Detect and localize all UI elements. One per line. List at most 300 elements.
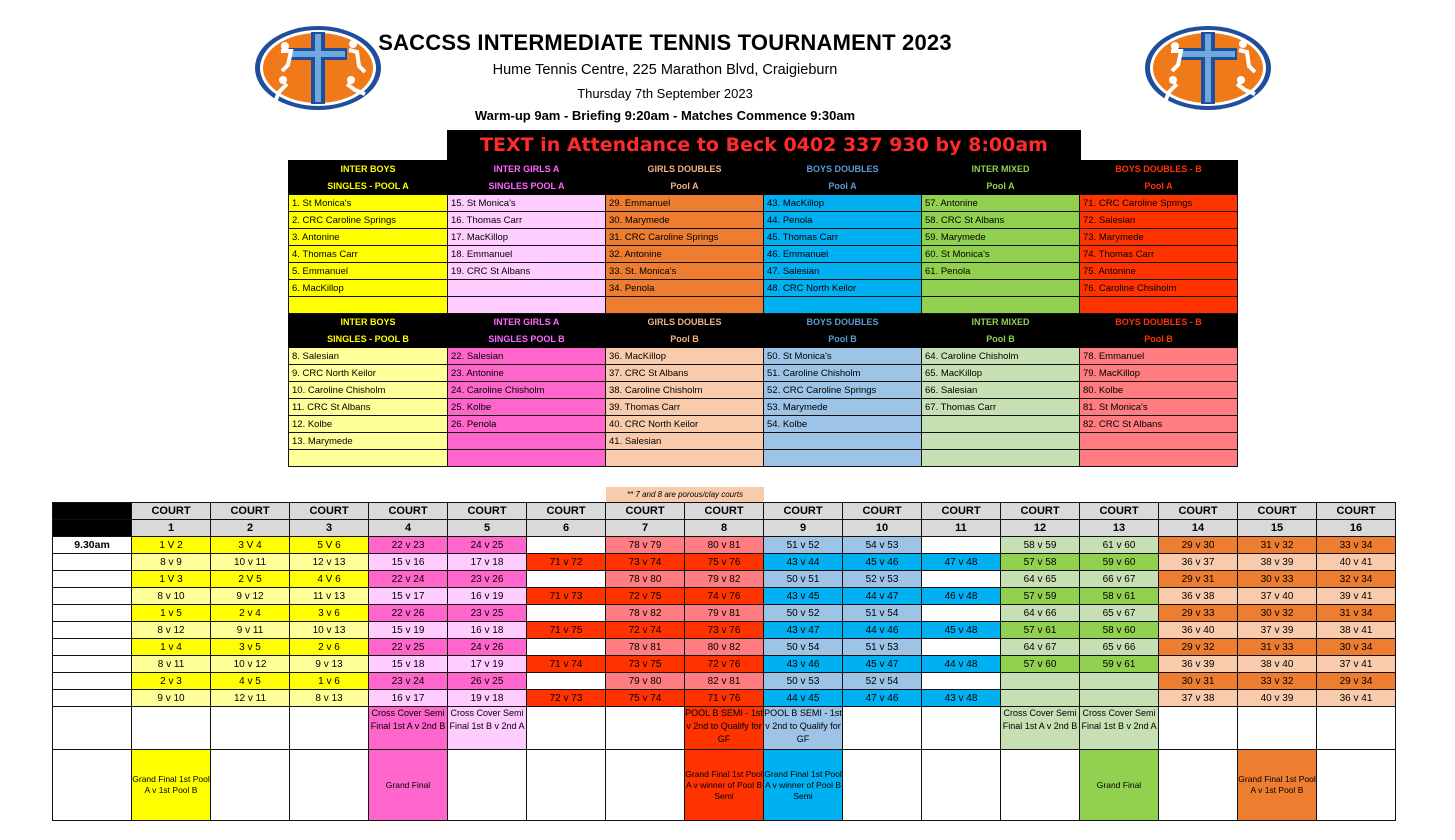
semi-final-cell: [843, 707, 922, 750]
match-cell: 79 v 81: [685, 605, 764, 622]
match-cell: 12 v 13: [290, 554, 369, 571]
match-cell: 8 v 9: [132, 554, 211, 571]
court-label: COURT: [764, 503, 843, 520]
pool-header-cell: SINGLES POOL A: [448, 178, 606, 195]
match-cell: 40 v 41: [1317, 554, 1396, 571]
match-cell: 66 v 67: [1080, 571, 1159, 588]
match-cell: 9 v 13: [290, 656, 369, 673]
match-cell: 45 v 48: [922, 622, 1001, 639]
match-cell: 78 v 79: [606, 537, 685, 554]
match-cell: [922, 571, 1001, 588]
pool-team-cell: 5. Emmanuel: [289, 263, 448, 280]
match-cell: 24 v 25: [448, 537, 527, 554]
pool-team-cell: 80. Kolbe: [1080, 382, 1238, 399]
match-cell: 4 V 6: [290, 571, 369, 588]
match-cell: 23 v 26: [448, 571, 527, 588]
pool-team-cell: 64. Caroline Chisholm: [922, 348, 1080, 365]
match-cell: 71 v 73: [527, 588, 606, 605]
match-cell: 2 V 5: [211, 571, 290, 588]
court-label: COURT: [211, 503, 290, 520]
pool-team-cell: 46. Emmanuel: [764, 246, 922, 263]
pool-row: [289, 450, 1238, 467]
pool-team-cell: 52. CRC Caroline Springs: [764, 382, 922, 399]
match-cell: 57 v 61: [1001, 622, 1080, 639]
match-cell: 75 v 76: [685, 554, 764, 571]
match-cell: 72 v 73: [527, 690, 606, 707]
pool-team-cell: 10. Caroline Chisholm: [289, 382, 448, 399]
pool-team-cell: 12. Kolbe: [289, 416, 448, 433]
pool-team-cell: 59. Marymede: [922, 229, 1080, 246]
pool-team-cell: 81. St Monica's: [1080, 399, 1238, 416]
pool-team-cell: 57. Antonine: [922, 195, 1080, 212]
match-row: [53, 673, 1396, 690]
corner-cell: [53, 520, 132, 537]
pool-team-cell: 32. Antonine: [606, 246, 764, 263]
pool-team-cell: 40. CRC North Keilor: [606, 416, 764, 433]
match-cell: 71 v 76: [685, 690, 764, 707]
match-cell: 29 v 32: [1159, 639, 1238, 656]
match-cell: 5 V 6: [290, 537, 369, 554]
pool-header-cell: INTER GIRLS A: [448, 161, 606, 178]
grand-final-cell: [843, 750, 922, 821]
court-number: 12: [1001, 520, 1080, 537]
match-row: [53, 622, 1396, 639]
grand-final-cell: Grand Final: [1080, 750, 1159, 821]
semi-final-cell: [922, 707, 1001, 750]
semi-final-cell: [211, 707, 290, 750]
match-cell: 37 v 41: [1317, 656, 1396, 673]
match-cell: 59 v 60: [1080, 554, 1159, 571]
pool-row: [289, 348, 1238, 365]
grand-final-cell: [1001, 750, 1080, 821]
pool-team-cell: 29. Emmanuel: [606, 195, 764, 212]
pool-team-cell: 23. Antonine: [448, 365, 606, 382]
pool-header-cell: Pool B: [922, 331, 1080, 348]
court-number: 4: [369, 520, 448, 537]
match-cell: 10 v 11: [211, 554, 290, 571]
match-cell: 31 v 32: [1238, 537, 1317, 554]
pool-team-cell: 47. Salesian: [764, 263, 922, 280]
pool-team-cell: [922, 297, 1080, 314]
pool-row: [289, 195, 1238, 212]
match-cell: 46 v 48: [922, 588, 1001, 605]
court-label: COURT: [685, 503, 764, 520]
court-label: COURT: [606, 503, 685, 520]
court-label: COURT: [1159, 503, 1238, 520]
court-label: COURT: [1238, 503, 1317, 520]
semi-final-cell: Cross Cover Semi Final 1st A v 2nd B: [369, 707, 448, 750]
match-cell: 11 v 13: [290, 588, 369, 605]
match-cell: 17 v 18: [448, 554, 527, 571]
match-cell: 36 v 37: [1159, 554, 1238, 571]
grand-final-cell: [606, 750, 685, 821]
grand-final-cell: [922, 750, 1001, 821]
match-cell: 8 v 11: [132, 656, 211, 673]
match-cell: 43 v 48: [922, 690, 1001, 707]
match-cell: [527, 605, 606, 622]
pool-team-cell: [289, 450, 448, 467]
pool-team-cell: 79. MacKillop: [1080, 365, 1238, 382]
grand-final-cell: [527, 750, 606, 821]
court-label: COURT: [843, 503, 922, 520]
pool-row: [289, 365, 1238, 382]
start-time: 9.30am: [53, 537, 132, 554]
pool-team-cell: 48. CRC North Keilor: [764, 280, 922, 297]
match-cell: [922, 673, 1001, 690]
pool-row: [289, 229, 1238, 246]
time-cell: [53, 707, 132, 750]
pool-header-cell: SINGLES - POOL A: [289, 178, 448, 195]
match-cell: 57 v 60: [1001, 656, 1080, 673]
pool-team-cell: [1080, 433, 1238, 450]
pool-header-cell: Pool B: [606, 331, 764, 348]
pool-team-cell: 61. Penola: [922, 263, 1080, 280]
semi-final-cell: [1317, 707, 1396, 750]
pool-row: [289, 280, 1238, 297]
court-schedule-table: [52, 502, 1396, 821]
match-cell: 12 v 11: [211, 690, 290, 707]
grand-final-cell: [1317, 750, 1396, 821]
court-label: COURT: [922, 503, 1001, 520]
pool-team-cell: 25. Kolbe: [448, 399, 606, 416]
match-cell: 52 v 53: [843, 571, 922, 588]
match-cell: 50 v 52: [764, 605, 843, 622]
corner-cell: [53, 503, 132, 520]
court-number: 10: [843, 520, 922, 537]
pools-table: [288, 160, 1238, 467]
pool-header-cell: Pool B: [764, 331, 922, 348]
pool-header-cell: BOYS DOUBLES: [764, 161, 922, 178]
match-cell: 29 v 30: [1159, 537, 1238, 554]
match-row: [53, 605, 1396, 622]
match-cell: 1 V 3: [132, 571, 211, 588]
match-cell: 51 v 53: [843, 639, 922, 656]
court-label: COURT: [369, 503, 448, 520]
pool-team-cell: 73. Marymede: [1080, 229, 1238, 246]
pool-team-cell: 67. Thomas Carr: [922, 399, 1080, 416]
match-cell: 79 v 80: [606, 673, 685, 690]
match-cell: 47 v 48: [922, 554, 1001, 571]
match-cell: 23 v 25: [448, 605, 527, 622]
match-cell: 2 v 3: [132, 673, 211, 690]
match-cell: 73 v 76: [685, 622, 764, 639]
match-cell: 72 v 75: [606, 588, 685, 605]
match-cell: 73 v 75: [606, 656, 685, 673]
match-cell: 40 v 39: [1238, 690, 1317, 707]
pool-team-cell: 26. Penola: [448, 416, 606, 433]
match-cell: 80 v 81: [685, 537, 764, 554]
time-cell: [53, 750, 132, 821]
match-cell: 72 v 74: [606, 622, 685, 639]
pool-team-cell: 24. Caroline Chisholm: [448, 382, 606, 399]
match-cell: 9 v 10: [132, 690, 211, 707]
pool-header-cell: Pool A: [764, 178, 922, 195]
match-cell: 50 v 53: [764, 673, 843, 690]
match-cell: 22 v 24: [369, 571, 448, 588]
match-cell: 57 v 59: [1001, 588, 1080, 605]
match-cell: 1 v 5: [132, 605, 211, 622]
grand-final-cell: [211, 750, 290, 821]
match-cell: 1 v 6: [290, 673, 369, 690]
pool-header-cell: BOYS DOUBLES - B: [1080, 161, 1238, 178]
pool-team-cell: [448, 433, 606, 450]
match-cell: 16 v 19: [448, 588, 527, 605]
pool-team-cell: 17. MacKillop: [448, 229, 606, 246]
pool-team-cell: 22. Salesian: [448, 348, 606, 365]
pool-team-cell: 60. St Monica's: [922, 246, 1080, 263]
match-cell: 8 v 12: [132, 622, 211, 639]
pool-team-cell: 45. Thomas Carr: [764, 229, 922, 246]
pool-team-cell: 1. St Monica's: [289, 195, 448, 212]
pool-header-row: [289, 161, 1238, 178]
match-cell: 43 v 46: [764, 656, 843, 673]
pool-team-cell: [1080, 450, 1238, 467]
match-cell: [1080, 673, 1159, 690]
pool-team-cell: 74. Thomas Carr: [1080, 246, 1238, 263]
match-cell: 74 v 76: [685, 588, 764, 605]
pool-team-cell: 18. Emmanuel: [448, 246, 606, 263]
match-cell: 38 v 40: [1238, 656, 1317, 673]
pool-team-cell: [764, 297, 922, 314]
pool-header-cell: Pool A: [1080, 178, 1238, 195]
pool-team-cell: 4. Thomas Carr: [289, 246, 448, 263]
match-cell: 80 v 82: [685, 639, 764, 656]
match-cell: 36 v 41: [1317, 690, 1396, 707]
match-cell: 38 v 39: [1238, 554, 1317, 571]
pool-team-cell: [448, 280, 606, 297]
pool-row: [289, 246, 1238, 263]
match-cell: 50 v 54: [764, 639, 843, 656]
match-cell: 82 v 81: [685, 673, 764, 690]
match-cell: 31 v 33: [1238, 639, 1317, 656]
venue-line: Hume Tennis Centre, 225 Marathon Blvd, Craigieburn: [492, 62, 838, 78]
pool-team-cell: [922, 433, 1080, 450]
semi-final-row: [53, 707, 1396, 750]
pool-team-cell: 39. Thomas Carr: [606, 399, 764, 416]
time-cell: [53, 656, 132, 673]
pool-team-cell: 9. CRC North Keilor: [289, 365, 448, 382]
pool-team-cell: 58. CRC St Albans: [922, 212, 1080, 229]
grand-final-cell: Grand Final 1st Pool A v 1st Pool B: [1238, 750, 1317, 821]
grand-final-cell: Grand Final 1st Pool A v winner of Pool B Semi: [764, 750, 843, 821]
semi-final-cell: Cross Cover Semi Final 1st B v 2nd A: [1080, 707, 1159, 750]
match-cell: 45 v 46: [843, 554, 922, 571]
grand-final-cell: Grand Final 1st Pool A v winner of Pool B Semi: [685, 750, 764, 821]
pool-team-cell: 3. Antonine: [289, 229, 448, 246]
pool-team-cell: 30. Marymede: [606, 212, 764, 229]
court-number: 15: [1238, 520, 1317, 537]
match-cell: 65 v 67: [1080, 605, 1159, 622]
match-cell: 45 v 47: [843, 656, 922, 673]
match-cell: 15 v 16: [369, 554, 448, 571]
pool-team-cell: 2. CRC Caroline Springs: [289, 212, 448, 229]
match-cell: [922, 537, 1001, 554]
pool-team-cell: 65. MacKillop: [922, 365, 1080, 382]
match-cell: 64 v 67: [1001, 639, 1080, 656]
grand-final-cell: [290, 750, 369, 821]
time-cell: [53, 588, 132, 605]
match-cell: [527, 673, 606, 690]
match-cell: [527, 537, 606, 554]
pool-team-cell: 44. Penola: [764, 212, 922, 229]
court-number: 11: [922, 520, 1001, 537]
pool-team-cell: [606, 450, 764, 467]
match-row: [53, 656, 1396, 673]
match-cell: 19 v 18: [448, 690, 527, 707]
match-cell: [922, 605, 1001, 622]
match-cell: 30 v 31: [1159, 673, 1238, 690]
match-cell: 4 v 5: [211, 673, 290, 690]
court-number: 9: [764, 520, 843, 537]
pool-team-cell: 53. Marymede: [764, 399, 922, 416]
match-cell: 73 v 74: [606, 554, 685, 571]
pool-header-cell: GIRLS DOUBLES: [606, 314, 764, 331]
match-cell: 58 v 59: [1001, 537, 1080, 554]
match-cell: 64 v 66: [1001, 605, 1080, 622]
court-label: COURT: [1080, 503, 1159, 520]
match-cell: 38 v 41: [1317, 622, 1396, 639]
match-cell: 43 v 44: [764, 554, 843, 571]
pool-header-cell: GIRLS DOUBLES: [606, 161, 764, 178]
match-cell: 47 v 46: [843, 690, 922, 707]
match-cell: 44 v 46: [843, 622, 922, 639]
pool-header-row: [289, 331, 1238, 348]
court-label: COURT: [290, 503, 369, 520]
pool-team-cell: 6. MacKillop: [289, 280, 448, 297]
pool-team-cell: 34. Penola: [606, 280, 764, 297]
pool-team-cell: [922, 450, 1080, 467]
pool-team-cell: 38. Caroline Chisholm: [606, 382, 764, 399]
pool-row: [289, 416, 1238, 433]
pool-team-cell: 76. Caroline Chsiholm: [1080, 280, 1238, 297]
pool-team-cell: [764, 450, 922, 467]
match-cell: 1 V 2: [132, 537, 211, 554]
match-row: [53, 571, 1396, 588]
pool-row: [289, 382, 1238, 399]
court-number: 8: [685, 520, 764, 537]
match-cell: 9 v 12: [211, 588, 290, 605]
match-cell: 65 v 66: [1080, 639, 1159, 656]
match-cell: 22 v 23: [369, 537, 448, 554]
match-cell: 75 v 74: [606, 690, 685, 707]
match-cell: 44 v 48: [922, 656, 1001, 673]
match-cell: 61 v 60: [1080, 537, 1159, 554]
court-number: 2: [211, 520, 290, 537]
pool-team-cell: 72. Salesian: [1080, 212, 1238, 229]
semi-final-cell: [290, 707, 369, 750]
semi-final-cell: Cross Cover Semi Final 1st B v 2nd A: [448, 707, 527, 750]
pool-team-cell: [1080, 297, 1238, 314]
time-cell: [53, 571, 132, 588]
match-cell: 16 v 17: [369, 690, 448, 707]
match-cell: 29 v 34: [1317, 673, 1396, 690]
pool-header-cell: INTER MIXED: [922, 314, 1080, 331]
pool-team-cell: [448, 297, 606, 314]
court-number: 7: [606, 520, 685, 537]
match-cell: 36 v 40: [1159, 622, 1238, 639]
match-cell: 26 v 25: [448, 673, 527, 690]
pool-team-cell: [764, 433, 922, 450]
match-cell: 71 v 74: [527, 656, 606, 673]
match-cell: 32 v 34: [1317, 571, 1396, 588]
semi-final-cell: Cross Cover Semi Final 1st A v 2nd B: [1001, 707, 1080, 750]
match-cell: 1 v 4: [132, 639, 211, 656]
pool-team-cell: 75. Antonine: [1080, 263, 1238, 280]
time-cell: [53, 622, 132, 639]
match-cell: 58 v 61: [1080, 588, 1159, 605]
pool-team-cell: 71. CRC Caroline Springs: [1080, 195, 1238, 212]
pool-header-cell: INTER BOYS: [289, 161, 448, 178]
match-cell: 52 v 54: [843, 673, 922, 690]
pool-team-cell: 43. MacKillop: [764, 195, 922, 212]
court-number: 1: [132, 520, 211, 537]
match-cell: 29 v 33: [1159, 605, 1238, 622]
match-cell: 29 v 31: [1159, 571, 1238, 588]
match-cell: 15 v 17: [369, 588, 448, 605]
page-title: SACCSS INTERMEDIATE TENNIS TOURNAMENT 2023: [378, 30, 952, 55]
match-cell: 43 v 47: [764, 622, 843, 639]
court-label: COURT: [1317, 503, 1396, 520]
pool-header-cell: SINGLES POOL B: [448, 331, 606, 348]
match-cell: 58 v 60: [1080, 622, 1159, 639]
court-number: 13: [1080, 520, 1159, 537]
match-cell: 17 v 19: [448, 656, 527, 673]
pool-header-cell: Pool A: [606, 178, 764, 195]
pool-team-cell: 11. CRC St Albans: [289, 399, 448, 416]
match-cell: 78 v 82: [606, 605, 685, 622]
pool-row: [289, 399, 1238, 416]
match-cell: 3 v 5: [211, 639, 290, 656]
pool-team-cell: 37. CRC St Albans: [606, 365, 764, 382]
pool-team-cell: [606, 297, 764, 314]
semi-final-cell: POOL B SEMI - 1st v 2nd to Qualify for GF: [685, 707, 764, 750]
time-cell: [53, 639, 132, 656]
match-cell: 22 v 26: [369, 605, 448, 622]
court-number: 6: [527, 520, 606, 537]
pool-team-cell: [922, 280, 1080, 297]
match-cell: 36 v 38: [1159, 588, 1238, 605]
match-row: [53, 554, 1396, 571]
match-row: [53, 537, 1396, 554]
match-row: [53, 639, 1396, 656]
match-cell: 8 v 13: [290, 690, 369, 707]
match-cell: 37 v 38: [1159, 690, 1238, 707]
match-cell: 23 v 24: [369, 673, 448, 690]
match-cell: 30 v 34: [1317, 639, 1396, 656]
match-cell: 15 v 19: [369, 622, 448, 639]
court-header-row: [53, 503, 1396, 520]
court-number: 3: [290, 520, 369, 537]
pool-row: [289, 433, 1238, 450]
grand-final-cell: [448, 750, 527, 821]
pool-team-cell: 33. St. Monica's: [606, 263, 764, 280]
pool-team-cell: [448, 450, 606, 467]
match-cell: [1001, 673, 1080, 690]
match-cell: 71 v 75: [527, 622, 606, 639]
pool-header-cell: Pool B: [1080, 331, 1238, 348]
pool-team-cell: 15. St Monica's: [448, 195, 606, 212]
time-cell: [53, 605, 132, 622]
court-label: COURT: [448, 503, 527, 520]
pool-header-row: [289, 314, 1238, 331]
match-cell: 37 v 40: [1238, 588, 1317, 605]
court-number: 14: [1159, 520, 1238, 537]
match-cell: 51 v 54: [843, 605, 922, 622]
time-cell: [53, 673, 132, 690]
match-cell: 30 v 33: [1238, 571, 1317, 588]
match-cell: 51 v 52: [764, 537, 843, 554]
match-cell: [527, 639, 606, 656]
